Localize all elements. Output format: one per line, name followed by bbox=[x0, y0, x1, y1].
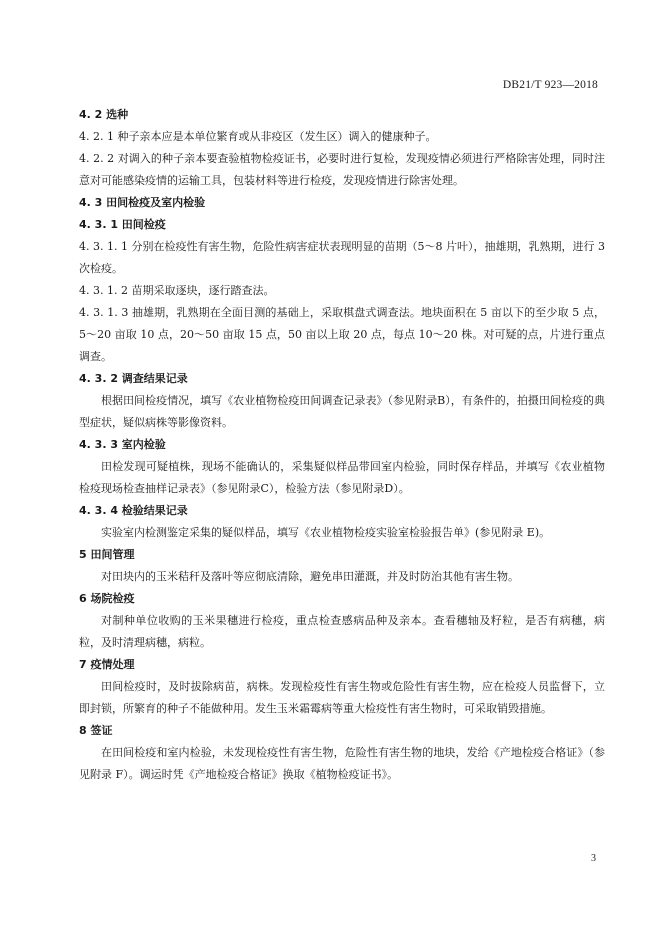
document-body bbox=[79, 104, 605, 786]
page-number: 3 bbox=[591, 853, 596, 864]
para-4-3-3: 田检发现可疑植株，现场不能确认的，采集疑似样品带回室内检验，同时保存样品，并填写《农业植物检疫现场检查抽样记录表》（参见附录C），检验方法（参见附录D）。 bbox=[79, 460, 605, 495]
heading-8: 8 签证 bbox=[79, 724, 113, 737]
heading-5: 5 田间管理 bbox=[79, 548, 135, 561]
para-4-2-1: 4. 2. 1 种子亲本应是本单位繁育或从非疫区（发生区）调入的健康种子。 bbox=[79, 130, 437, 143]
para-4-3-1-2: 4. 3. 1. 2 苗期采取逐块，逐行踏查法。 bbox=[79, 284, 275, 297]
para-6: 对制种单位收购的玉米果穗进行检疫，重点检查感病品种及亲本。查看穗轴及籽粒，是否有病穗，病粒，及时清理病穗，病粒。 bbox=[79, 614, 605, 649]
para-4-2-2: 4. 2. 2 对调入的种子亲本要查验植物检疫证书，必要时进行复检，发现疫情必须进行严格除害处理，同时注意对可能感染疫情的运输工具，包装材料等进行检疫，发现疫情进行除害处理。 bbox=[79, 152, 605, 187]
para-8: 在田间检疫和室内检验，未发现检疫性有害生物，危险性有害生物的地块，发给《产地检疫合格证》（参见附录 F）。调运时凭《产地检疫合格证》换取《植物检疫证书》。 bbox=[79, 746, 605, 781]
para-5: 对田块内的玉米秸秆及落叶等应彻底清除，避免串田灌溉，并及时防治其他有害生物。 bbox=[101, 570, 519, 583]
heading-4-2: 4. 2 选种 bbox=[79, 108, 129, 121]
heading-4-3-2: 4. 3. 2 调查结果记录 bbox=[79, 372, 188, 385]
heading-4-3-1: 4. 3. 1 田间检疫 bbox=[79, 218, 166, 231]
heading-7: 7 疫情处理 bbox=[79, 658, 135, 671]
para-4-3-4: 实验室内检测鉴定采集的疑似样品，填写《农业植物检疫实验室检验报告单》(参见附录 E)。 bbox=[101, 526, 551, 539]
heading-4-3: 4. 3 田间检疫及室内检验 bbox=[79, 196, 206, 209]
para-4-3-1-1: 4. 3. 1. 1 分别在检疫性有害生物，危险性病害症状表现明显的苗期（5～8 片叶），抽雄期，乳熟期，进行 3 次检疫。 bbox=[79, 240, 605, 275]
heading-6: 6 场院检疫 bbox=[79, 592, 135, 605]
standard-code: DB21/T 923—2018 bbox=[502, 79, 598, 91]
heading-4-3-4: 4. 3. 4 检验结果记录 bbox=[79, 504, 188, 517]
para-4-3-2: 根据田间检疫情况，填写《农业植物检疫田间调查记录表》（参见附录B），有条件的，拍摄田间检疫的典型症状，疑似病株等影像资料。 bbox=[79, 394, 605, 429]
para-4-3-1-3: 4. 3. 1. 3 抽雄期，乳熟期在全面目测的基础上，采取棋盘式调查法。地块面积在 5 亩以下的至少取 5 点，5～20 亩取 10 点，20～50 亩取 15 点，50 亩以上取 20 点，每点 10～20 株。对可疑的点，片进行重点调查。 bbox=[79, 306, 605, 363]
para-7: 田间检疫时，及时拔除病苗，病株。发现检疫性有害生物或危险性有害生物，应在检疫人员监督下，立即封锁，所繁育的种子不能做种用。发生玉米霜霉病等重大检疫性有害生物时，可采取销毁措施。 bbox=[79, 680, 605, 715]
heading-4-3-3: 4. 3. 3 室内检验 bbox=[79, 438, 166, 451]
